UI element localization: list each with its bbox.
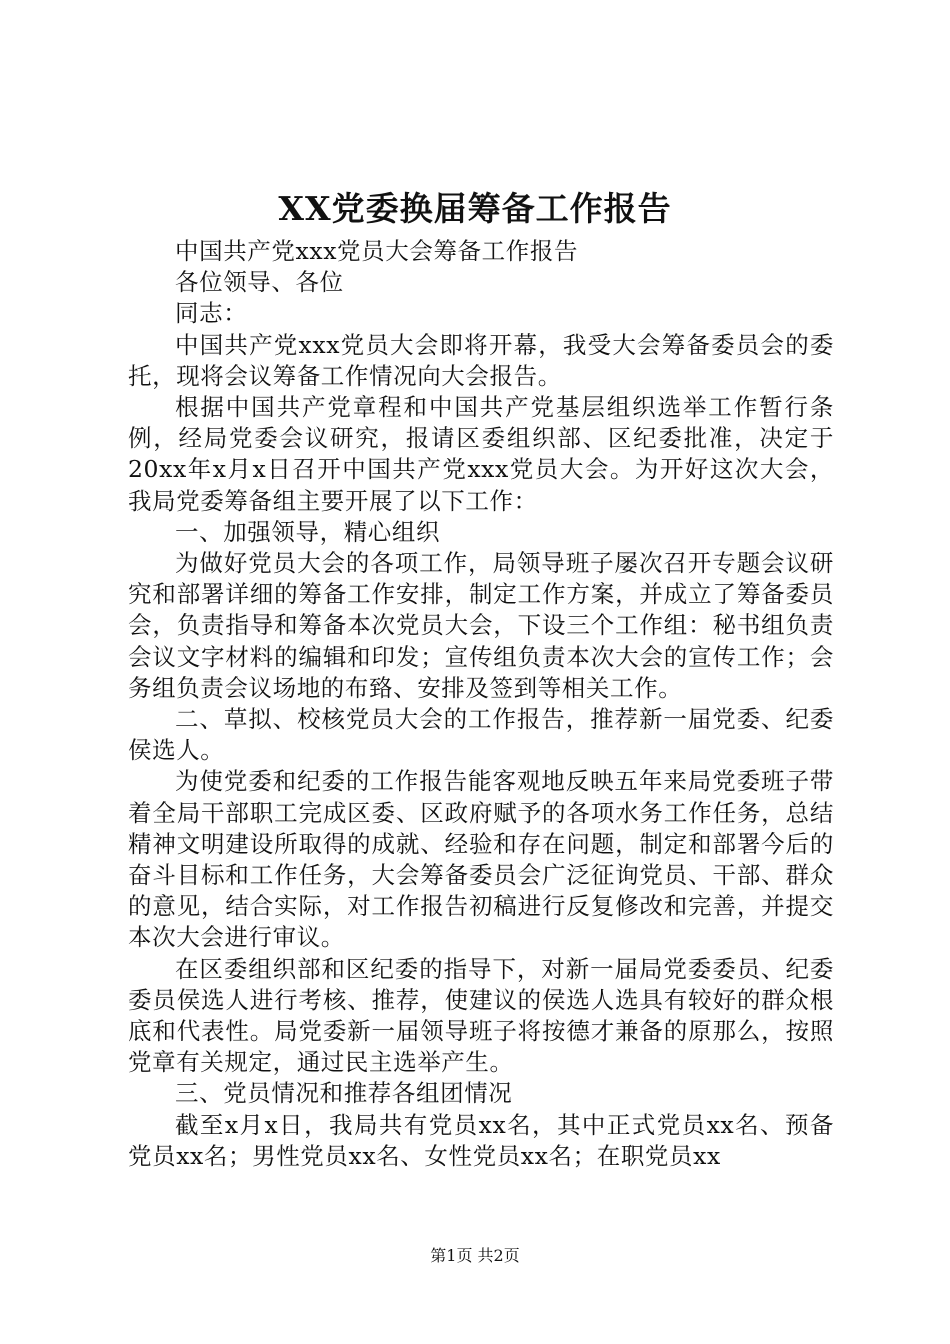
paragraph-salutation-1: 各位领导、各位: [175, 268, 344, 297]
paragraph-section-1: 为做好党员大会的各项工作，局领导班子屡次召开专题会议研究和部署详细的筹备工作安排，制定工作方案，并成立了筹备委员会，负责指导和筹备本次党员大会，下设三个工作组：秘书组负责会议文字材料的编辑和印发；宣传组负责本次大会的宣传工作；会务组负责会议场地的布臵、安排及签到等相关工作。: [128, 549, 834, 702]
document-title: XX党委换届筹备工作报告: [278, 189, 672, 228]
paragraph-background: 根据中国共产党章程和中国共产党基层组织选举工作暂行条例，经局党委会议研究，报请区委组织部、区纪委批准，决定于20xx年x月x日召开中国共产党xxx党员大会。为开好这次大会，我局党委筹备组主要开展了以下工作：: [128, 393, 834, 515]
paragraph-salutation-2: 同志：: [175, 299, 248, 328]
paragraph-section-2b: 在区委组织部和区纪委的指导下，对新一届局党委委员、纪委委员侯选人进行考核、推荐，使建议的侯选人选具有较好的群众根底和代表性。局党委新一届领导班子将按德才兼备的原那么，按照党章有关规定，通过民主选举产生。: [128, 954, 834, 1077]
section-heading-3: 三、党员情况和推荐各组团情况: [175, 1079, 513, 1108]
page-footer: 第1页 共2页: [430, 1246, 520, 1265]
document-body: [128, 236, 834, 1172]
paragraph-opening: 中国共产党xxx党员大会即将开幕，我受大会筹备委员会的委托，现将会议筹备工作情况向大会报告。: [128, 330, 834, 390]
section-heading-2: 二、草拟、校核党员大会的工作报告，推荐新一届党委、纪委侯选人。: [128, 705, 834, 765]
paragraph-section-3: 截至x月x日，我局共有党员xx名，其中正式党员xx名、预备党员xx名；男性党员xx名、女性党员xx名；在职党员xx: [128, 1110, 834, 1170]
section-heading-1: 一、加强领导，精心组织: [175, 517, 441, 546]
paragraph-report-heading: 中国共产党xxx党员大会筹备工作报告: [175, 237, 579, 265]
paragraph-section-2a: 为使党委和纪委的工作报告能客观地反映五年来局党委班子带着全局干部职工完成区委、区政府赋予的各项水务工作任务，总结精神文明建设所取得的成就、经验和存在问题，制定和部署今后的奋斗目标和工作任务，大会筹备委员会广泛征询党员、干部、群众的意见，结合实际，对工作报告初稿进行反复修改和完善，并提交本次大会进行审议。: [128, 767, 834, 952]
